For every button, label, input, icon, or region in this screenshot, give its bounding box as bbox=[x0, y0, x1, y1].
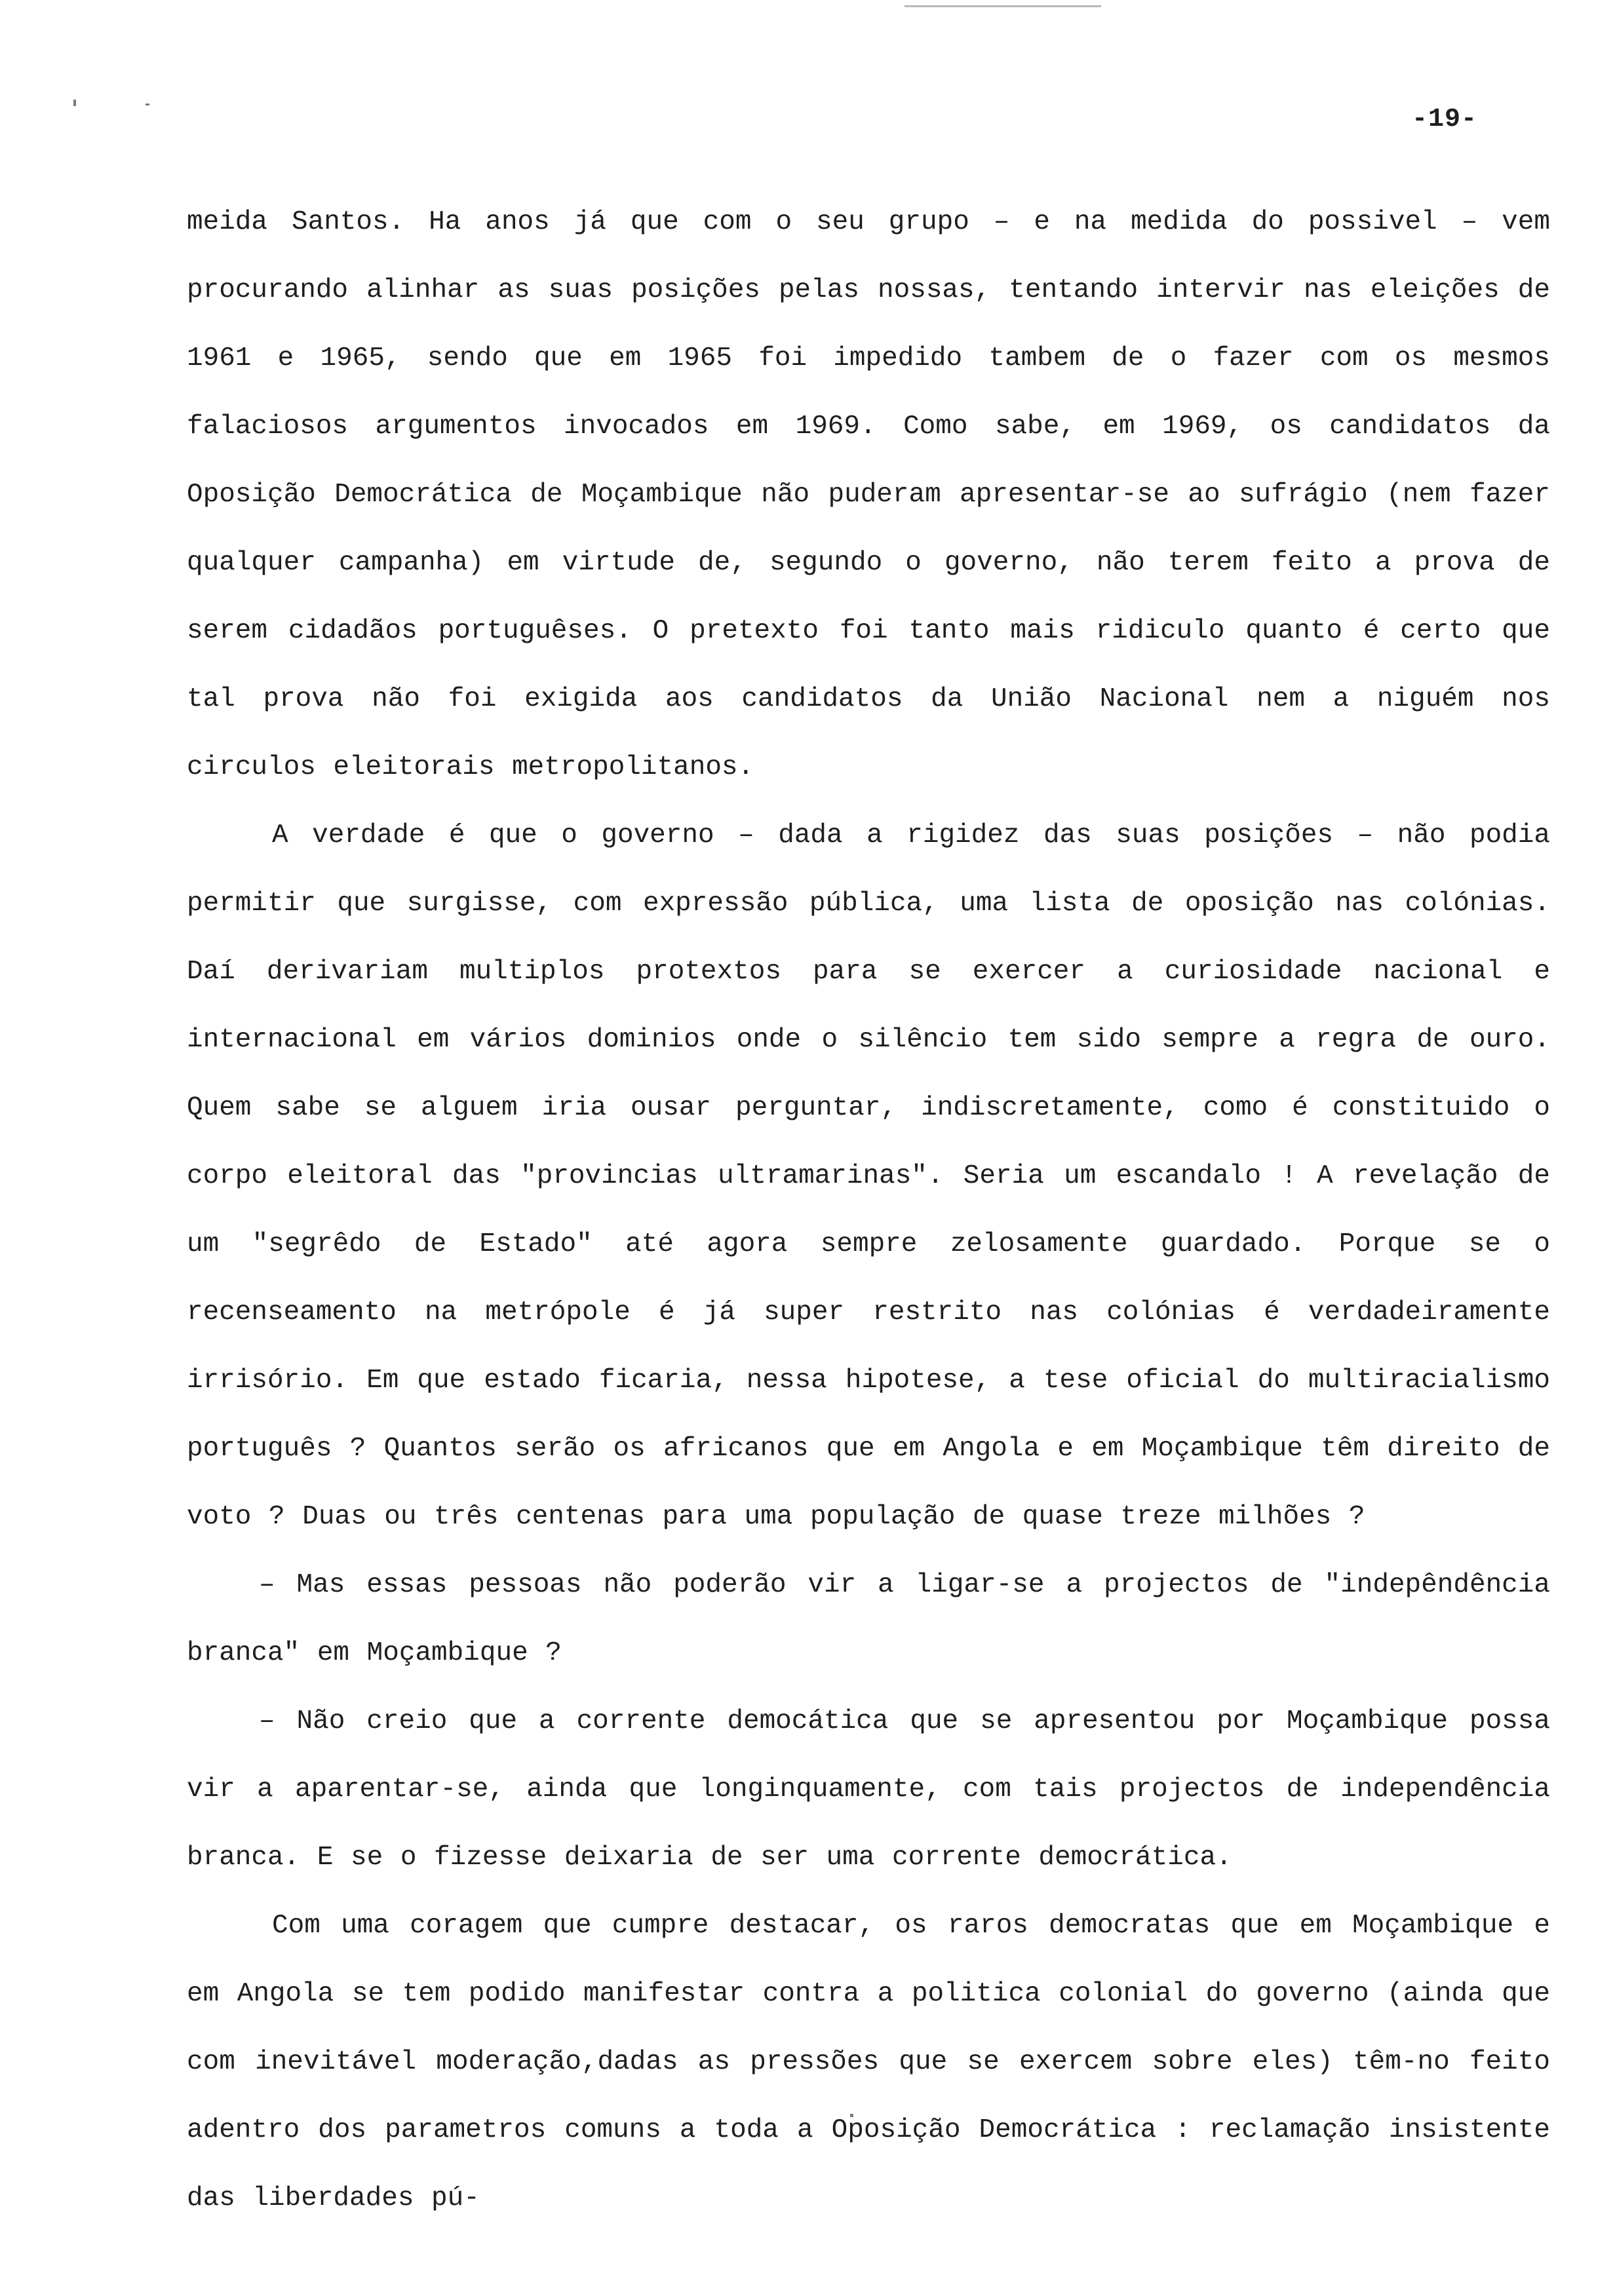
scan-speck bbox=[73, 100, 76, 106]
interview-question: – Mas essas pessoas não poderão vir a ligar-se a projectos de "indepêndência branca" em Moçambique ? bbox=[187, 1570, 1550, 1668]
body-text bbox=[187, 188, 1550, 2232]
page-number: -19- bbox=[1411, 105, 1477, 134]
paragraph: Com uma coragem que cumpre destacar, os raros democratas que em Moçambique e em Angola se tem podido manifestar contra a politica colonial do governo (ainda que com inevitável moderação,dadas as pressões que se exercem sobre eles) têm-no feito adentro dos parametros comuns a toda a Oposição Democrática : reclamação insistente das liberdades pú- bbox=[187, 1911, 1550, 2213]
scan-speck bbox=[146, 104, 149, 105]
top-edge-rule bbox=[905, 5, 1101, 7]
paragraph: A verdade é que o governo – dada a rigidez das suas posições – não podia permitir que surgisse, com expressão pública, uma lista de oposição nas colónias. Daí derivariam multiplos protextos para se exercer a curiosidade nacional e internacional em vários dominios onde o silêncio tem sido sempre a regra de ouro. Quem sabe se alguem iria ousar perguntar, indiscretamente, como é constituido o corpo eleitoral das "provincias ultramarinas". Seria um escandalo ! A revelação de um "segrêdo de Estado" até agora sempre zelosamente guardado. Porque se o recenseamento na metrópole é já super restrito nas colónias é verdadeiramente irrisório. Em que estado ficaria, nessa hipotese, a tese oficial do multiracialismo português ? Quantos serão os africanos que em Angola e em Moçambique têm direito de voto ? Duas ou três centenas para uma população de quase treze milhões ? bbox=[187, 820, 1550, 1532]
paragraph-continuation: meida Santos. Ha anos já que com o seu grupo – e na medida do possivel – vem procurando alinhar as suas posições pelas nossas, tentando intervir nas eleições de 1961 e 1965, sendo que em 1965 foi impedido tambem de o fazer com os mesmos falaciosos argumentos invocados em 1969. Como sabe, em 1969, os candidatos da Oposição Democrática de Moçambique não puderam apresentar-se ao sufrágio (nem fazer qualquer campanha) em virtude de, segundo o governo, não terem feito a prova de serem cidadãos portuguêses. O pretexto foi tanto mais ridiculo quanto é certo que tal prova não foi exigida aos candidatos da União Nacional nem a niguém nos circulos eleitorais metropolitanos. bbox=[187, 207, 1550, 782]
interview-answer: – Não creio que a corrente democática que se apresentou por Moçambique possa vir a aparentar-se, ainda que longinquamente, com tais projectos de independência branca. E se o fizesse deixaria de ser uma corrente democrática. bbox=[187, 1706, 1550, 1873]
